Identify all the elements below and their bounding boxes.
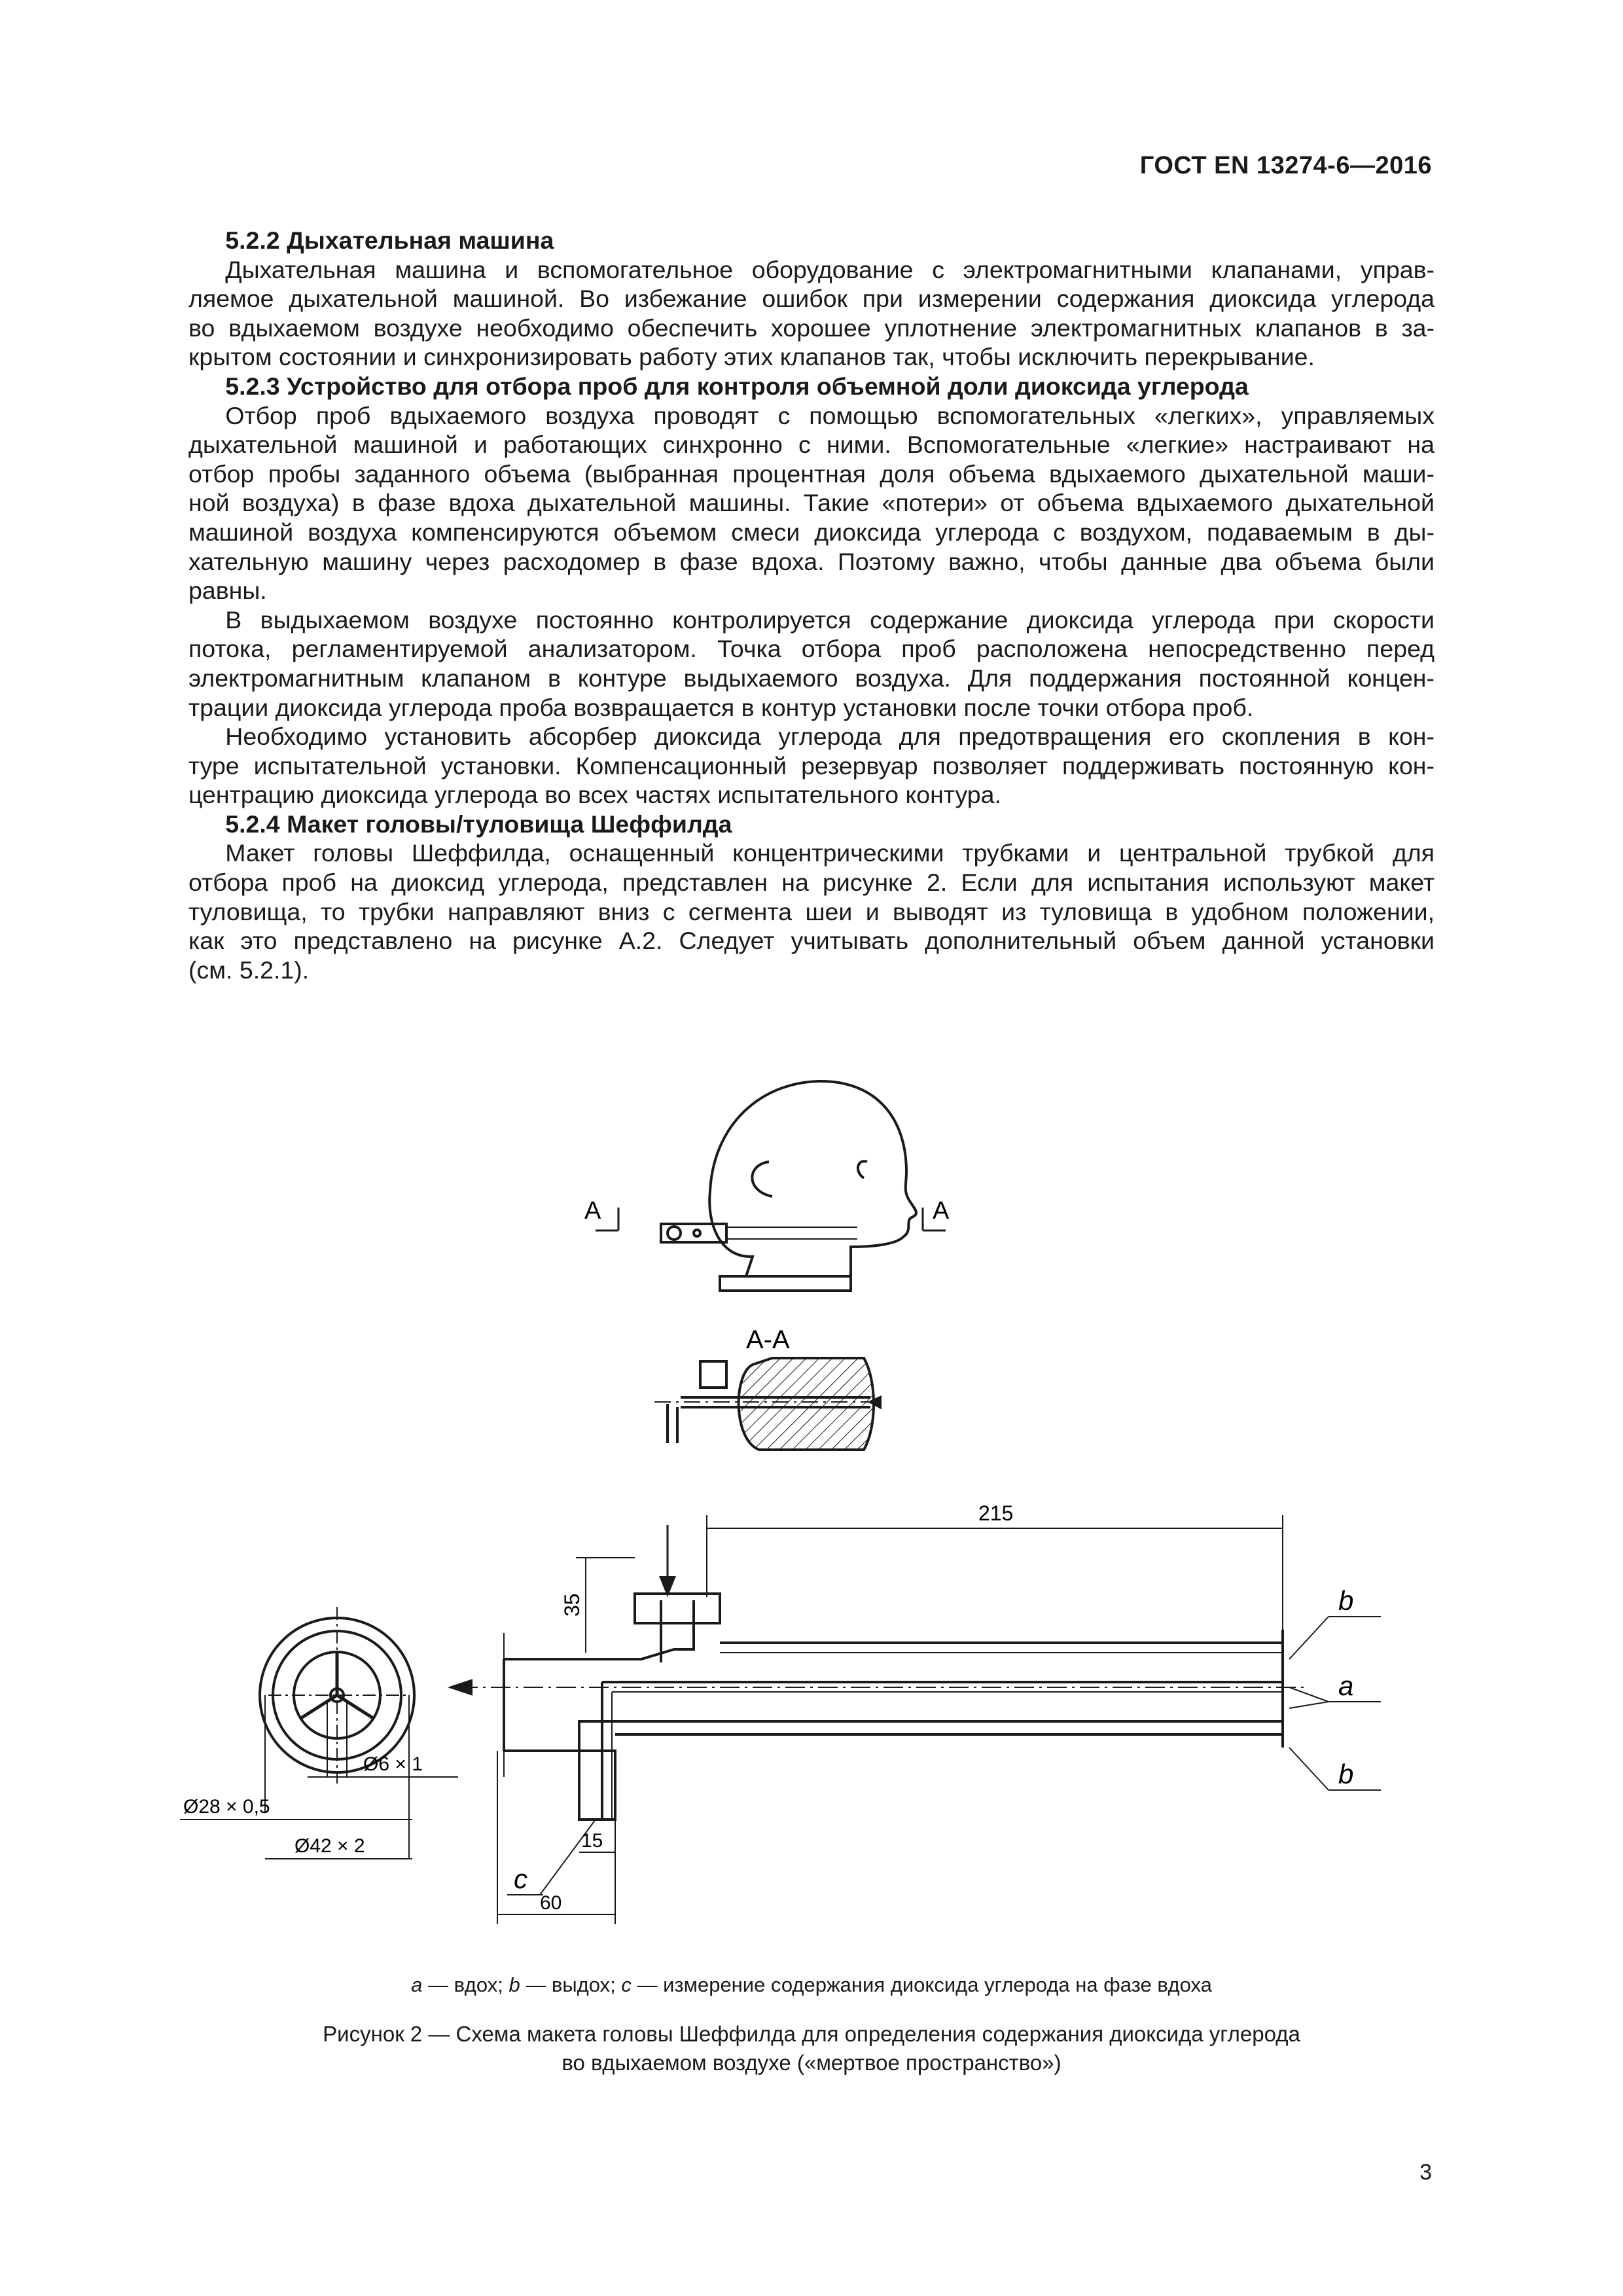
section-mark-left: A: [584, 1197, 601, 1225]
paragraph-line: туре испытательной установки. Компенсационный резервуар позволяет поддерживать постоянную кон-: [188, 751, 1435, 780]
paragraph-line: (см. 5.2.1).: [188, 956, 310, 984]
paragraph-line: Макет головы Шеффилда, оснащенный концентрическими трубками и центральной трубкой для: [225, 839, 1435, 867]
body-text: [188, 226, 1435, 984]
caption-line-2: во вдыхаемом воздухе («мертвое пространство»): [562, 2051, 1061, 2075]
label-a: a: [1338, 1670, 1354, 1701]
paragraph-line: хательную машину через расходомер в фазе вдоха. Поэтому важно, чтобы данные два объема были: [188, 547, 1435, 575]
paragraph-line: ляемое дыхательной машиной. Во избежание ошибок при измерении содержания диоксида углерода: [188, 285, 1435, 313]
figure-caption: [0, 2020, 1623, 2077]
legend-text-b: — выдох;: [520, 1973, 622, 1996]
paragraph-line: отбор пробы заданного объема (выбранная процентная доля объема вдыхаемого дыхательной маши-: [188, 459, 1435, 488]
section-heading-5-2-2: 5.2.2 Дыхательная машина: [225, 226, 554, 254]
paragraph-line: В выдыхаемом воздухе постоянно контролируется содержание диоксида углерода при скорости: [225, 605, 1435, 634]
paragraph-line: электромагнитным клапаном в контуре выдыхаемого воздуха. Для поддержания постоянной концен-: [188, 664, 1435, 692]
dim-15: 15: [581, 1830, 603, 1852]
dim-60: 60: [540, 1892, 562, 1914]
tube-front-view: [180, 1607, 458, 1859]
paragraph-line: машиной воздуха компенсируются объемом смеси диоксида углерода с воздухом, подаваемым в ды-: [188, 518, 1435, 546]
paragraph-line: отбора проб на диоксид углерода, представлен на рисунке 2. Если для испытания используют макет: [188, 869, 1435, 897]
page-number: 3: [1419, 2160, 1432, 2185]
standard-number: ГОСТ EN 13274-6—2016: [1139, 152, 1432, 179]
paragraph-line: как это представлено на рисунке А.2. Следует учитывать дополнительный объем данной установки: [188, 927, 1435, 955]
legend-key-a: a: [411, 1973, 423, 1996]
paragraph-line: туловища, то трубки направляют вниз с сегмента шеи и выводят из туловища в удобном положении,: [188, 897, 1435, 925]
paragraph-line: дыхательной машиной и работающих синхронно с ними. Вспомогательные «легкие» настраивают на: [188, 431, 1435, 459]
dim-d6: Ø6 × 1: [363, 1753, 423, 1775]
legend-key-b: b: [508, 1973, 520, 1996]
head-side-view: [596, 1081, 946, 1291]
paragraph-line: трации диоксида углерода проба возвращается в контур установки после точки отбора проб.: [188, 693, 1254, 721]
paragraph-line: ной воздуха) в фазе вдоха дыхательной машины. Такие «потери» от объема вдыхаемого дыхательной: [188, 489, 1435, 517]
paragraph-line: Дыхательная машина и вспомогательное оборудование с электромагнитными клапанами, управ-: [225, 255, 1435, 283]
section-mark-right: A: [933, 1197, 950, 1225]
dim-215: 215: [978, 1501, 1014, 1525]
paragraph-line: во вдыхаемом воздухе необходимо обеспечить хорошее уплотнение электромагнитных клапанов в за-: [188, 314, 1435, 342]
legend-text-a: — вдох;: [422, 1973, 509, 1996]
tube-long-section: [452, 1515, 1381, 1924]
figure-legend: [0, 1973, 1623, 1997]
dim-d28: Ø28 × 0,5: [183, 1796, 270, 1818]
section-a-a-view: [654, 1358, 880, 1450]
section-heading-5-2-3: 5.2.3 Устройство для отбора проб для контроля объемной доли диоксида углерода: [225, 372, 1249, 400]
section-title: A-A: [746, 1325, 790, 1354]
label-c: c: [514, 1863, 527, 1894]
dim-d42: Ø42 × 2: [294, 1835, 365, 1857]
dim-35: 35: [560, 1593, 584, 1617]
label-b-top: b: [1338, 1585, 1354, 1616]
paragraph-line: центрацию диоксида углерода во всех частях испытательного контура.: [188, 781, 1001, 809]
legend-key-c: c: [621, 1973, 632, 1996]
paragraph-line: равны.: [188, 577, 267, 605]
paragraph-line: Необходимо установить абсорбер диоксида углерода для предотвращения его скопления в кон-: [225, 723, 1435, 751]
paragraph-line: крытом состоянии и синхронизировать работу этих клапанов так, чтобы исключить перекрывание.: [188, 343, 1315, 371]
legend-text-c: — измерение содержания диоксида углерода на фазе вдоха: [631, 1973, 1212, 1996]
caption-line-1: Рисунок 2 — Схема макета головы Шеффилда для определения содержания диоксида углерода: [323, 2022, 1300, 2046]
paragraph-line: потока, регламентируемой анализатором. Точка отбора проб расположена непосредственно перед: [188, 635, 1435, 663]
paragraph-line: Отбор проб вдыхаемого воздуха проводят с помощью вспомогательных «легких», управляемых: [225, 401, 1435, 429]
label-b-bottom: b: [1338, 1759, 1354, 1789]
section-heading-5-2-4: 5.2.4 Макет головы/туловища Шеффилда: [225, 810, 732, 838]
figure-2-drawing: [0, 1047, 1623, 1977]
